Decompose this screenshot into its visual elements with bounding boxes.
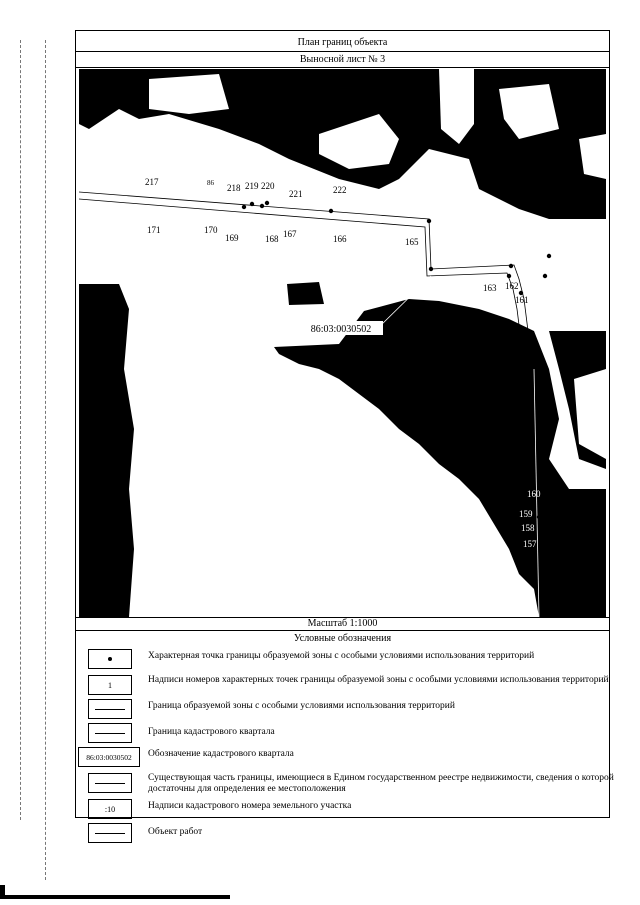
cadastral-quarter-label: 86:03:0030502 [310, 324, 372, 335]
legend-text: Обозначение кадастрового квартала [148, 749, 294, 759]
legend-symbol-point [88, 649, 132, 669]
legend-item [88, 747, 598, 769]
point-label: 170 [204, 225, 218, 235]
margin-line [20, 40, 21, 820]
legend-symbol-work-object [88, 823, 132, 843]
point-label: 158 [521, 523, 535, 533]
point-label: 162 [505, 281, 519, 291]
legend-item [88, 799, 598, 821]
point-label: 219 [245, 181, 259, 191]
point-label: 221 [289, 189, 303, 199]
point-label: 227 [555, 247, 569, 257]
point-label: 225 [499, 237, 513, 247]
legend-item [88, 823, 598, 845]
point-label: 86 [207, 179, 214, 187]
document-frame [75, 30, 614, 837]
legend-item [88, 723, 598, 745]
point-label: 167 [283, 229, 297, 239]
sheet-title: Выносной лист № 3 [76, 53, 609, 68]
scale-label: Масштаб 1:1000 [76, 617, 609, 631]
legend-symbol-zone-boundary [88, 699, 132, 719]
point-label: 160 [527, 489, 541, 499]
legend-text: Характерная точка границы образуемой зоны с особыми условиями использования территорий [148, 651, 535, 661]
point-label: 166 [333, 234, 347, 244]
point-label: 217 [145, 177, 159, 187]
legend-item [88, 649, 598, 673]
point-label: 171 [147, 225, 161, 235]
point-label: 226 [524, 237, 538, 247]
legend-symbol-point-number: 1 [88, 675, 132, 695]
point-label: 222 [333, 185, 347, 195]
legend-text: Граница образуемой зоны с особыми условиями использования территорий [148, 701, 455, 711]
legend-symbol-parcel-number: :10 [88, 799, 132, 819]
point-label: 169 [225, 233, 239, 243]
legend-symbol-quarter-label: 86:03:0030502 [78, 747, 140, 767]
point-label: 168 [265, 234, 279, 244]
legend-item [88, 675, 609, 701]
legend-text: Существующая часть границы, имеющиеся в Едином государственном реестре недвижимости, сведения о которой достаточны для определения ее местоположения [148, 773, 614, 794]
point-label: 220 [261, 181, 275, 191]
legend-text: Граница кадастрового квартала [148, 727, 275, 737]
page-edge-mark [0, 885, 5, 899]
point-label: 159 [519, 509, 533, 519]
legend-symbol-existing-boundary [88, 773, 132, 793]
map-area [79, 69, 606, 617]
point-label: 161 [515, 295, 529, 305]
point-label: 163 [483, 283, 497, 293]
point-label: 218 [227, 183, 241, 193]
point-label: 164 [399, 281, 413, 291]
page-edge-mark [0, 895, 230, 899]
legend-symbol-quarter-boundary [88, 723, 132, 743]
legend-title: Условные обозначения [293, 633, 392, 644]
legend-item [88, 699, 598, 721]
point-label: 228 [576, 513, 590, 523]
legend-text: Надписи кадастрового номера земельного участка [148, 801, 352, 811]
point-label: 157 [523, 539, 537, 549]
point-label: 165 [405, 237, 419, 247]
legend-text: Надписи номеров характерных точек границы образуемой зоны с особыми условиями использования территорий [148, 675, 609, 685]
margin-line [45, 40, 46, 880]
map-svg [79, 69, 606, 617]
legend-item [88, 773, 614, 799]
legend-text: Объект работ [148, 827, 203, 837]
point-label: 224 [449, 241, 463, 251]
plan-title: План границ объекта [76, 36, 609, 52]
